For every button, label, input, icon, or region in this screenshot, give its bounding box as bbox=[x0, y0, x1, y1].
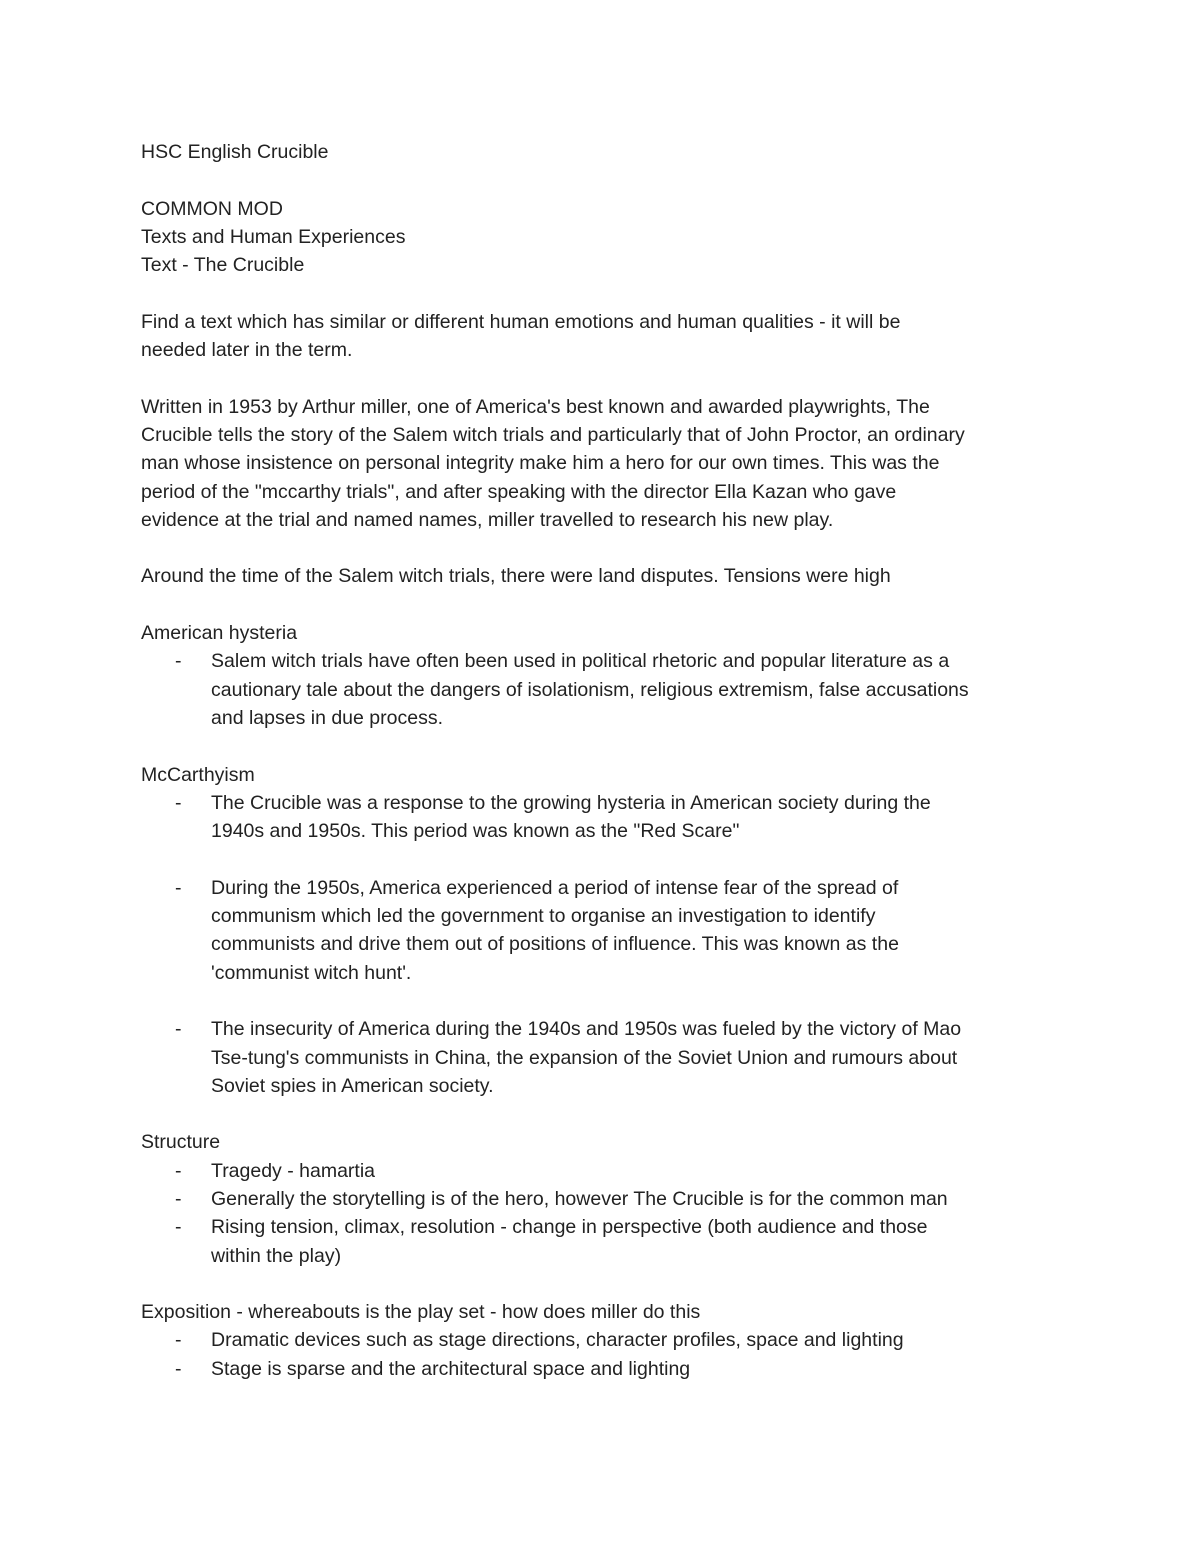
document-body bbox=[141, 138, 1061, 1383]
bullet-line: Generally the storytelling is of the hero, however The Crucible is for the common man bbox=[211, 1187, 948, 1210]
bullet-dash: - bbox=[175, 1329, 182, 1352]
bullet-dash: - bbox=[175, 791, 182, 814]
task-paragraph bbox=[141, 308, 1061, 365]
bullet-line: Soviet spies in American society. bbox=[211, 1074, 494, 1097]
bullet-item bbox=[141, 789, 1061, 846]
bullet-line: cautionary tale about the dangers of isolationism, religious extremism, false accusations bbox=[211, 678, 969, 701]
bullet-item bbox=[141, 1355, 1061, 1383]
bullet-line: Tragedy - hamartia bbox=[211, 1159, 376, 1182]
section-exposition bbox=[141, 1298, 1061, 1383]
bullet-dash: - bbox=[175, 876, 182, 899]
bullet-line: Dramatic devices such as stage directions, character profiles, space and lighting bbox=[211, 1329, 904, 1352]
spacer bbox=[141, 166, 1061, 194]
section-heading: McCarthyism bbox=[141, 763, 255, 786]
spacer bbox=[141, 1100, 1061, 1128]
bullet-line: Salem witch trials have often been used in political rhetoric and popular literature as a bbox=[211, 650, 950, 673]
paragraph-line: Find a text which has similar or different human emotions and human qualities - it will be bbox=[141, 310, 901, 333]
bullet-dash: - bbox=[175, 1187, 182, 1210]
paragraph-line: man whose insistence on personal integrity make him a hero for our own times. This was the bbox=[141, 452, 940, 475]
section-heading: American hysteria bbox=[141, 622, 298, 645]
bullet-line: Stage is sparse and the architectural space and lighting bbox=[211, 1357, 691, 1380]
document-title: HSC English Crucible bbox=[141, 141, 329, 163]
bullet-dash: - bbox=[175, 1018, 182, 1041]
spacer bbox=[141, 591, 1061, 619]
spacer bbox=[141, 732, 1061, 760]
spacer bbox=[141, 364, 1061, 392]
paragraph-line: Written in 1953 by Arthur miller, one of America's best known and awarded playwrights, The bbox=[141, 395, 930, 418]
bullet-line: and lapses in due process. bbox=[211, 706, 443, 729]
bullet-line: Rising tension, climax, resolution - change in perspective (both audience and those bbox=[211, 1216, 928, 1239]
paragraph-line: needed later in the term. bbox=[141, 339, 353, 362]
section-american-hysteria bbox=[141, 619, 1061, 732]
bullet-item bbox=[141, 1157, 1061, 1185]
bullet-line: The insecurity of America during the 1940s and 1950s was fueled by the victory of Mao bbox=[211, 1018, 962, 1041]
bullet-line: communism which led the government to organise an investigation to identify bbox=[211, 905, 876, 928]
section-mccarthyism bbox=[141, 761, 1061, 1101]
paragraph-line: period of the "mccarthy trials", and after speaking with the director Ella Kazan who gave bbox=[141, 480, 897, 503]
bullet-item bbox=[141, 1015, 1061, 1100]
bullet-item bbox=[141, 1326, 1061, 1354]
paragraph-line: Crucible tells the story of the Salem witch trials and particularly that of John Proctor, an ordinary bbox=[141, 423, 965, 446]
bullet-line: The Crucible was a response to the growing hysteria in American society during the bbox=[211, 791, 931, 814]
module-subtitle: Texts and Human Experiences bbox=[141, 225, 406, 248]
bullet-dash: - bbox=[175, 1357, 182, 1380]
bullet-dash: - bbox=[175, 650, 182, 673]
spacer bbox=[141, 845, 1061, 873]
spacer bbox=[141, 534, 1061, 562]
context-paragraph: Around the time of the Salem witch trials, there were land disputes. Tensions were high bbox=[141, 565, 891, 588]
bullet-item bbox=[141, 647, 1061, 732]
bullet-line: During the 1950s, America experienced a period of intense fear of the spread of bbox=[211, 876, 899, 899]
section-structure bbox=[141, 1128, 1061, 1269]
bullet-line: 'communist witch hunt'. bbox=[211, 961, 412, 984]
spacer bbox=[141, 987, 1061, 1015]
bullet-item bbox=[141, 1213, 1061, 1270]
intro-paragraph bbox=[141, 393, 1061, 534]
spacer bbox=[141, 279, 1061, 307]
text-label: Text - The Crucible bbox=[141, 254, 305, 277]
bullet-dash: - bbox=[175, 1159, 182, 1182]
bullet-line: 1940s and 1950s. This period was known as the "Red Scare" bbox=[211, 820, 740, 843]
bullet-item bbox=[141, 1185, 1061, 1213]
bullet-line: Tse-tung's communists in China, the expansion of the Soviet Union and rumours about bbox=[211, 1046, 958, 1069]
bullet-line: communists and drive them out of positions of influence. This was known as the bbox=[211, 933, 899, 956]
bullet-item bbox=[141, 874, 1061, 987]
bullet-dash: - bbox=[175, 1216, 182, 1239]
bullet-line: within the play) bbox=[211, 1244, 342, 1267]
module-label: COMMON MOD bbox=[141, 197, 283, 220]
section-heading: Structure bbox=[141, 1131, 221, 1154]
spacer bbox=[141, 1270, 1061, 1298]
section-heading: Exposition - whereabouts is the play set - how does miller do this bbox=[141, 1301, 701, 1324]
paragraph-line: evidence at the trial and named names, miller travelled to research his new play. bbox=[141, 508, 834, 531]
